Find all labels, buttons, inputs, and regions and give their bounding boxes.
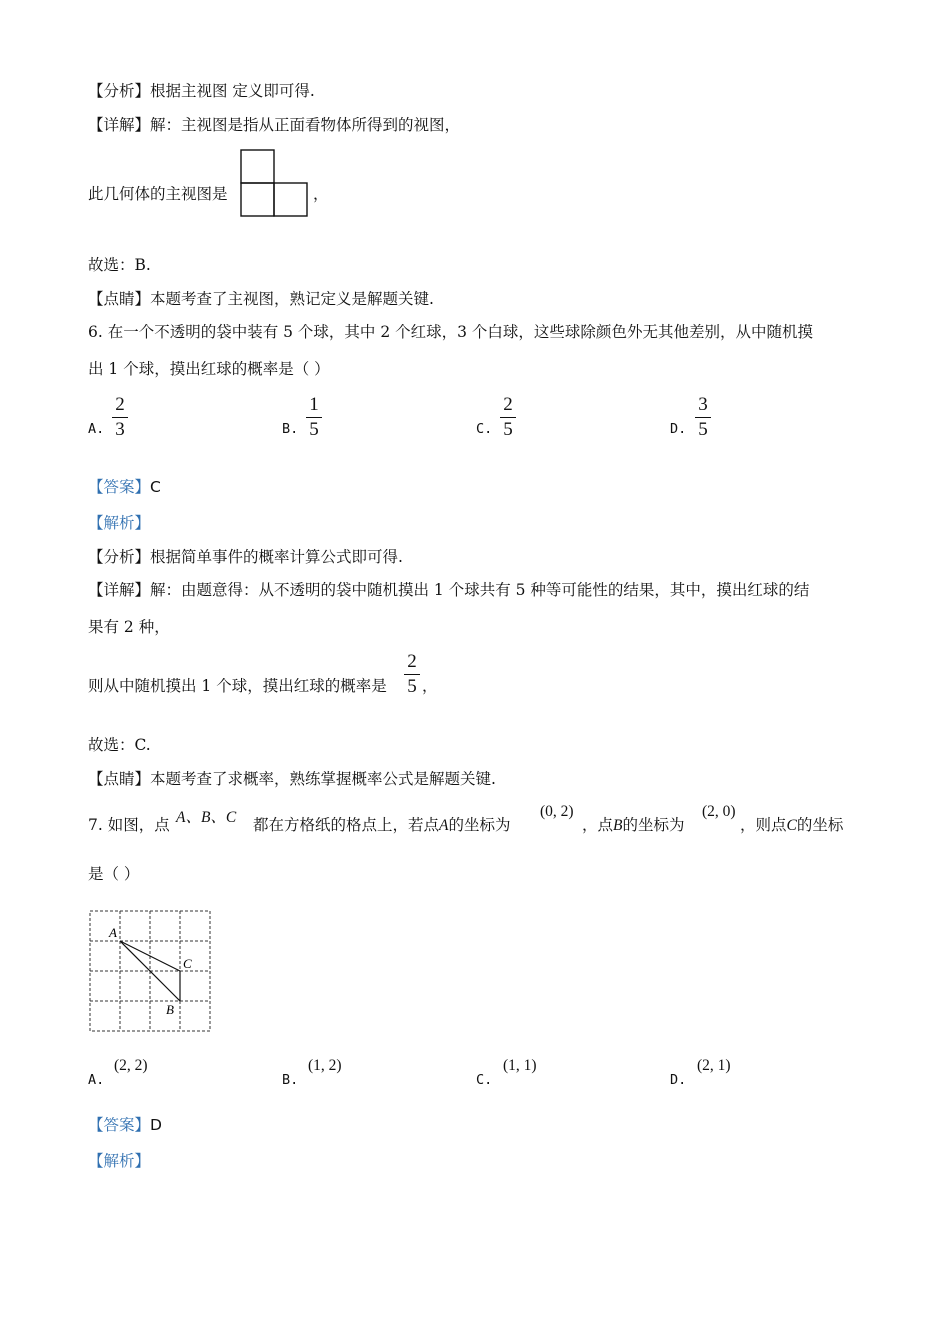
q7-point-b: B [613,817,623,834]
q7-stem-mid [253,815,511,836]
q6-answer-line [88,477,161,497]
front-view-top-square [241,150,274,183]
q7-points-abc: A、B、C [176,809,237,826]
fraction-numerator: 2 [115,394,125,415]
q7-option-c-label: C. [476,1072,493,1088]
front-view-figure [240,149,310,219]
fraction-numerator: 3 [698,394,708,415]
fraction-bar [306,417,322,418]
q6-detail-fraction [404,651,420,698]
q7-option-a-label: A. [88,1072,105,1088]
q6-choose: 故选：C. [88,736,151,754]
answer-tag: 【答案】 [88,1116,151,1134]
q7-point-a: A [439,817,449,834]
fraction-denominator: 3 [115,419,125,440]
fraction-numerator: 2 [407,651,417,672]
q6-stem-line1: 6. 在一个不透明的袋中装有 5 个球，其中 2 个红球，3 个白球，这些球除颜色外无其他差别，从中随机摸 [88,323,813,341]
q7-option-d-value: (2, 1) [697,1057,731,1074]
q7-option-c-value: (1, 1) [503,1057,537,1074]
q7-answer-value: D [150,1116,162,1134]
answer-tag: 【答案】 [88,478,151,496]
q5-view-line [88,184,228,204]
fraction-bar [695,417,711,418]
q7-stem-part-d: ，点 [582,816,614,834]
q6-comment: 【点睛】本题考查了求概率，熟练掌握概率公式是解题关键. [88,770,496,788]
q7-stem-part-f: ，则点 [740,816,787,834]
q6-option-c-label: C. [476,421,493,437]
q7-stem-part-b: 都在方格纸的格点上，若点 [253,816,440,834]
q7-stem-end [740,815,843,836]
q7-coord-b: (2, 0) [702,803,736,820]
q7-stem-part-g: 的坐标 [796,816,844,834]
front-view-bottom-right-square [274,183,307,216]
q7-stem-part-e: 的坐标为 [622,816,685,834]
fraction-denominator: 5 [407,676,417,697]
q6-detail-line2: 果有 2 种， [88,618,170,636]
fraction-numerator: 1 [309,394,319,415]
q6-detail-line3-end: ， [422,677,438,695]
q6-answer-value: C [150,478,161,496]
q7-option-b-label: B. [282,1072,299,1088]
fraction-numerator: 2 [503,394,513,415]
q6-option-a-label: A. [88,421,105,437]
q6-option-b-fraction [306,394,322,441]
q6-analysis: 【分析】根据简单事件的概率计算公式即可得. [88,548,403,566]
q7-option-a-value: (2, 2) [114,1057,148,1074]
q6-option-d-fraction [695,394,711,441]
q6-option-c-fraction [500,394,516,441]
q7-stem-prefix: 7. 如图，点 [88,816,170,834]
q7-grid-figure [88,909,214,1035]
label-point-c: C [183,956,192,971]
q6-option-d-label: D. [670,421,687,437]
fraction-bar [500,417,516,418]
q6-parse-tag: 【解析】 [88,514,151,532]
label-point-b: B [166,1002,174,1017]
fraction-bar [112,417,128,418]
q7-option-b-value: (1, 2) [308,1057,342,1074]
q7-coord-a: (0, 2) [540,803,574,820]
fraction-denominator: 5 [698,419,708,440]
q7-stem-part-c: 的坐标为 [448,816,511,834]
fraction-denominator: 5 [309,419,319,440]
fraction-denominator: 5 [503,419,513,440]
q5-view-text: 此几何体的主视图是 [88,185,228,203]
q6-detail-line1: 【详解】解：由题意得：从不透明的袋中随机摸出 1 个球共有 5 种等可能性的结果，其中，摸出红球的结 [88,581,810,599]
q6-stem-line2: 出 1 个球，摸出红球的概率是（ ） [88,360,330,378]
q7-stem-line2: 是（ ） [88,865,140,883]
q5-choose: 故选：B. [88,256,151,274]
q7-point-c: C [786,817,797,834]
q7-answer-line [88,1115,162,1135]
q5-detail: 【详解】解：主视图是指从正面看物体所得到的视图， [88,116,461,134]
q6-option-b-label: B. [282,421,299,437]
q7-stem-mid2 [582,815,685,836]
fraction-bar [404,674,420,675]
q7-parse-tag: 【解析】 [88,1152,151,1170]
q6-option-a-fraction [112,394,128,441]
label-point-a: A [109,925,117,940]
q5-comment: 【点睛】本题考查了主视图，熟记定义是解题关键. [88,290,434,308]
q5-analysis: 【分析】根据主视图 定义即可得. [88,82,315,100]
q7-option-d-label: D. [670,1072,687,1088]
q6-detail-line3: 则从中随机摸出 1 个球，摸出红球的概率是 [88,677,387,695]
q5-view-comma: ， [313,185,329,203]
front-view-bottom-left-square [241,183,274,216]
